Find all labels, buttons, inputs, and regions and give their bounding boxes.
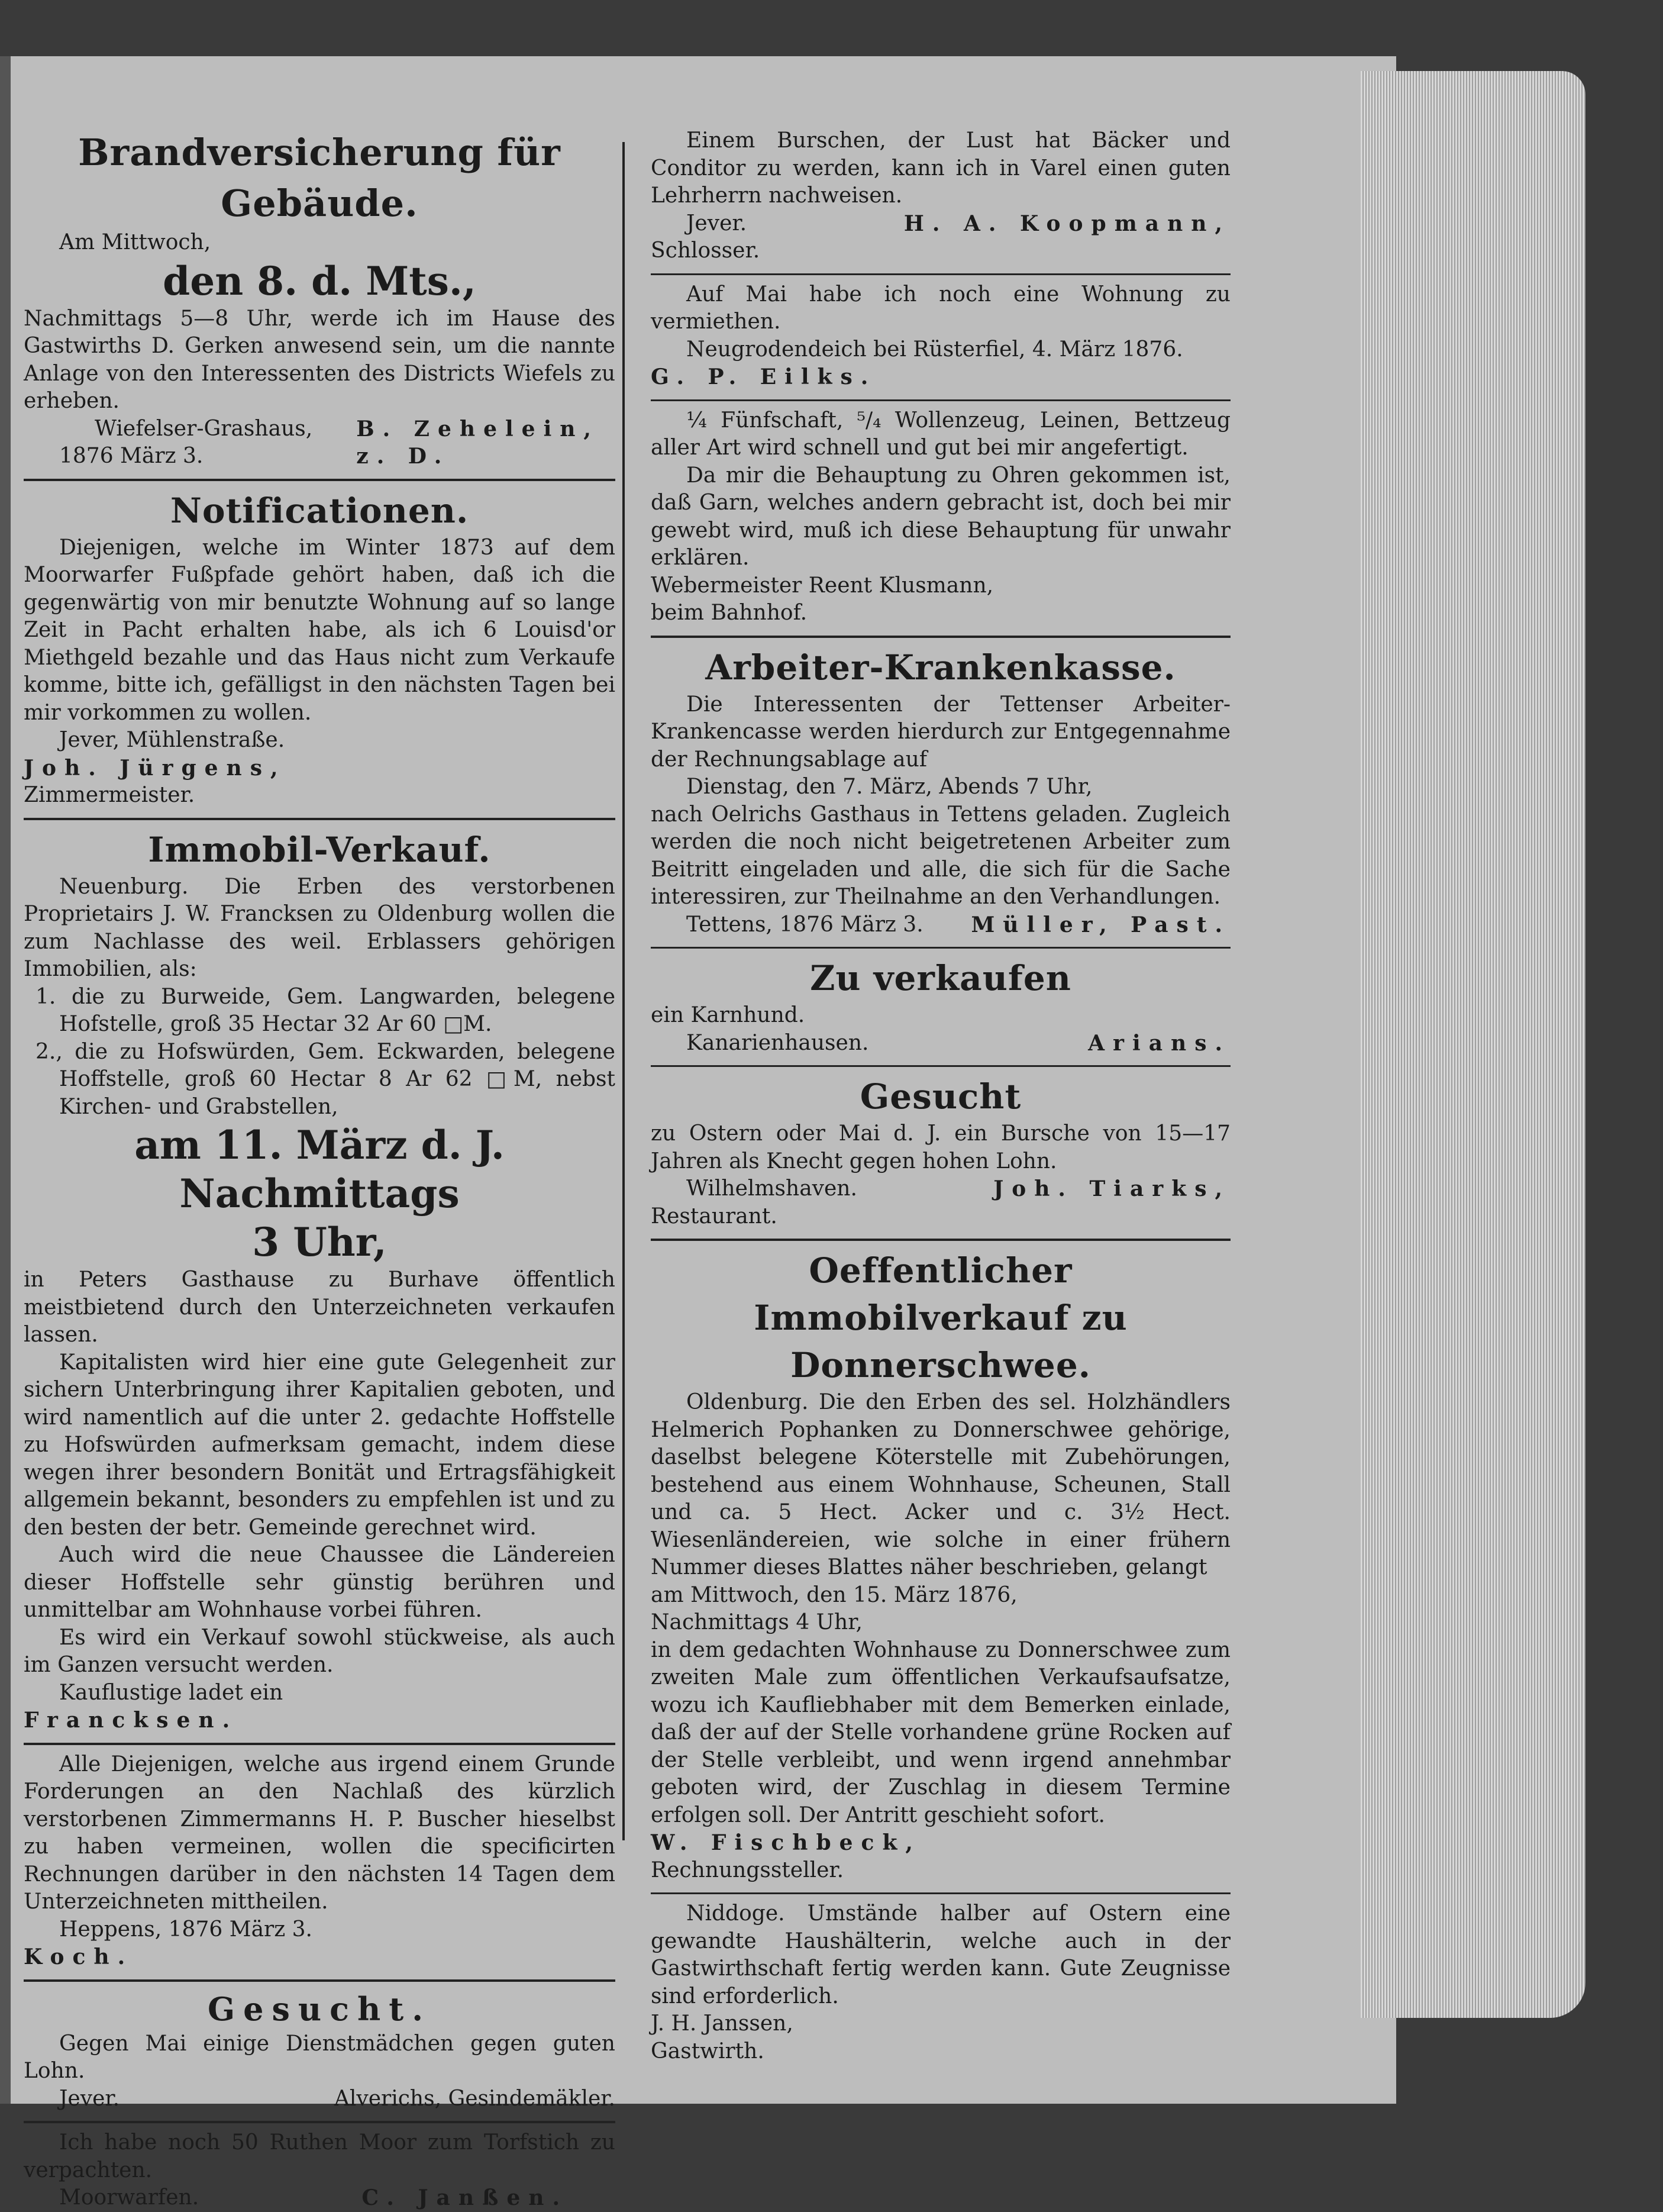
immo-body-4: Auch wird die neue Chaussee die Ländereien dieser Hoffstelle sehr günstig berühren und unmittelbar am Wohnhause vorbei führen.	[24, 1543, 615, 1622]
ges2-signature-line	[651, 1175, 1231, 1203]
immo-date-line-2: 3 Uhr,	[252, 1219, 387, 1265]
brand-date: den 8. d. Mts.,	[163, 257, 476, 304]
nachlass-signature: Koch.	[24, 1945, 134, 1969]
wohnung-body: Auf Mai habe ich noch eine Wohnung zu vermiethen.	[651, 282, 1231, 334]
kasse-body: Die Interessenten der Tettenser Arbeiter-Krankencasse werden hierdurch zur Entgegennahme der Rechnungsablage auf	[651, 692, 1231, 772]
weber-signature-role: beim Bahnhof.	[651, 601, 808, 625]
nachlass-place: Heppens, 1876 März 3.	[59, 1917, 312, 1942]
binding-gutter	[0, 56, 11, 2104]
divider	[24, 2121, 615, 2123]
verk-body: ein Karnhund.	[651, 1003, 805, 1027]
oeff-date-2: Nachmittags 4 Uhr,	[651, 1610, 863, 1634]
moor-place: Moorwarfen.	[59, 2185, 199, 2210]
moor-signature-line	[24, 2184, 615, 2212]
divider	[651, 1065, 1231, 1067]
verk-signature-line	[651, 1030, 1231, 1057]
brand-body: Nachmittags 5—8 Uhr, werde ich im Hause des Gastwirths D. Gerken anwesend sein, um die nannte Anlage von den Interessenten des Districts Wiefels zu erheben.	[24, 306, 615, 413]
immo-body-5: Es wird ein Verkauf sowohl stückweise, als auch im Ganzen versucht werden.	[24, 1625, 615, 1677]
moor-body: Ich habe noch 50 Ruthen Moor zum Torfstich zu verpachten.	[24, 2130, 615, 2182]
divider	[651, 273, 1231, 275]
baecker-signature-line	[651, 210, 1231, 238]
gesucht-body: Gegen Mai einige Dienstmädchen gegen guten Lohn.	[24, 2031, 615, 2083]
weber-body-2: Da mir die Behauptung zu Ohren gekommen ist, daß Garn, welches andern gebracht ist, doch bei mir gewebt wird, muß ich diese Behauptung für unwahr erklären.	[651, 463, 1231, 570]
ges2-body: zu Ostern oder Mai d. J. ein Bursche von 15—17 Jahren als Knecht gegen hohen Lohn.	[651, 1121, 1231, 1173]
immo-body-3: Kapitalisten wird hier eine gute Gelegenheit zur sichern Unterbringung ihrer Kapitalien geboten, und wird namentlich auf die unter 2. gedachte Hoffstelle zu Hofswürden aufmerksam gemacht, indem diese wegen ihrer besondern Bonität und Ertragsfähigkeit allgemein bekannt, besonders zu empfehlen ist und zu den besten der betr. Gemeinde gerechnet wird.	[24, 1350, 615, 1540]
verk-title: Zu verkaufen	[810, 958, 1071, 998]
kasse-place: Tettens, 1876 März 3.	[686, 912, 923, 937]
ges2-place: Wilhelmshaven.	[686, 1176, 857, 1201]
immo-item-2: 2., die zu Hofswürden, Gem. Eckwarden, belegene Hoffstelle, groß 60 Hectar 8 Ar 62 □M, nebst Kirchen- und Grabstellen,	[35, 1039, 615, 1119]
niddoge-signature-role: Gastwirth.	[651, 2039, 764, 2063]
oeff-signature-role: Rechnungssteller.	[651, 1858, 844, 1882]
oeff-title-2: Donnerschwee.	[790, 1345, 1091, 1385]
notif-place: Jever, Mühlenstraße.	[59, 728, 285, 752]
divider	[651, 636, 1231, 638]
brand-place: Wiefelser-Grashaus, 1876 März 3.	[59, 416, 313, 468]
weber-body-1: ¼ Fünfschaft, ⁵/₄ Wollenzeug, Leinen, Bettzeug aller Art wird schnell und gut bei mir angefertigt.	[651, 408, 1231, 460]
divider	[651, 399, 1231, 401]
wohnung-signature: G. P. Eilks.	[651, 365, 877, 389]
moor-signature: C. Janßen.	[361, 2185, 568, 2210]
immo-title: Immobil-Verkauf.	[148, 829, 491, 870]
baecker-signature-role: Schlosser.	[651, 238, 760, 263]
immo-body: Neuenburg. Die Erben des verstorbenen Proprietairs J. W. Francksen zu Oldenburg wollen die zum Nachlasse des weil. Erblassers gehörigen Immobilien, als:	[24, 874, 615, 981]
immo-body-2: in Peters Gasthause zu Burhave öffentlich meistbietend durch den Unterzeichneten verkaufen lassen.	[24, 1268, 615, 1347]
page-stack-edge	[1361, 71, 1585, 2018]
niddoge-body: Niddoge. Umstände halber auf Ostern eine gewandte Haushälterin, welche auch in der Gastwirthschaft fertig werden kann. Gute Zeugnisse sind erforderlich.	[651, 1901, 1231, 2008]
weber-signature: Webermeister Reent Klusmann,	[651, 573, 994, 598]
kasse-title: Arbeiter-Krankenkasse.	[705, 647, 1176, 688]
column-divider	[622, 142, 625, 1840]
verk-signature: Arians.	[1088, 1030, 1231, 1056]
gesucht-signature: Alverichs, Gesindemäkler.	[334, 2086, 615, 2111]
notif-body: Diejenigen, welche im Winter 1873 auf dem Moorwarfer Fußpfade gehört haben, daß ich die gegenwärtig von mir benutzte Wohnung auf so lange Zeit in Pacht erhalten habe, als ich 6 Louisd'or Miethgeld bezahle und das Haus nicht zum Verkaufe komme, bitte ich, gefälligst in den nächsten Tagen bei mir vorkommen zu wollen.	[24, 535, 615, 725]
niddoge-signature: J. H. Janssen,	[651, 2011, 793, 2036]
verk-place: Kanarienhausen.	[686, 1030, 869, 1055]
baecker-signature: H. A. Koopmann,	[903, 211, 1231, 236]
notif-signature: Joh. Jürgens,	[24, 755, 286, 781]
oeff-date-1: am Mittwoch, den 15. März 1876,	[651, 1582, 1018, 1607]
notif-signature-role: Zimmermeister.	[24, 783, 195, 807]
ges2-signature-role: Restaurant.	[651, 1204, 777, 1228]
gesucht-title: Gesucht.	[207, 1989, 432, 2028]
divider	[24, 479, 615, 481]
right-column	[651, 127, 1231, 2065]
baecker-place: Jever.	[686, 211, 747, 236]
oeff-signature: W. Fischbeck,	[651, 1830, 921, 1855]
kasse-body-2: nach Oelrichs Gasthaus in Tettens geladen. Zugleich werden die noch nicht beigetretenen Arbeiter zum Beitritt eingeladen und alle, die sich für die Sache interessiren, zur Theilnahme an den Verhandlungen.	[651, 802, 1231, 909]
baecker-body: Einem Burschen, der Lust hat Bäcker und Conditor zu werden, kann ich in Varel einen guten Lehrherrn nachweisen.	[651, 128, 1231, 208]
brand-title: Brandversicherung für Gebäude.	[78, 131, 561, 225]
brand-day: Am Mittwoch,	[59, 230, 211, 254]
kasse-signature: Müller, Past.	[971, 912, 1231, 937]
gesucht-place: Jever.	[59, 2086, 120, 2111]
notif-title: Notificationen.	[170, 490, 469, 531]
immo-body-6: Kauflustige ladet ein	[59, 1680, 283, 1705]
brand-signature: B. Zehelein, z. D.	[356, 416, 599, 469]
divider	[651, 947, 1231, 949]
ges2-title: Gesucht	[860, 1076, 1022, 1117]
oeff-body-2: in dem gedachten Wohnhause zu Donnerschwee zum zweiten Male zum öffentlichen Verkaufsaufsatze, wozu ich Kaufliebhaber mit dem Bemerken einlade, daß der auf der Stelle vorhandene grüne Rocken auf der Stelle verbleibt, und wenn irgend annehmbar geboten wird, der Zuschlag in diesem Termine erfolgen soll. Der Antritt geschieht sofort.	[651, 1637, 1231, 1827]
divider	[24, 1979, 615, 1982]
divider	[651, 1892, 1231, 1894]
ges2-signature: Joh. Tiarks,	[993, 1176, 1231, 1201]
divider	[24, 1743, 615, 1745]
oeff-body: Oldenburg. Die den Erben des sel. Holzhändlers Helmerich Pophanken zu Donnerschwee gehörige, daselbst belegene Köterstelle mit Zubehörungen, bestehend aus einem Wohnhause, Scheunen, Stall und ca. 5 Hect. Acker und c. 3½ Hect. Wiesenländereien, wie solche in einer frühern Nummer dieses Blattes näher beschrieben, gelangt	[651, 1390, 1231, 1579]
divider	[651, 1239, 1231, 1241]
immo-signature: Francksen.	[24, 1708, 238, 1733]
divider	[24, 818, 615, 820]
immo-date-line-1: am 11. März d. J. Nachmittags	[134, 1122, 505, 1217]
brand-signature-line	[24, 415, 615, 470]
nachlass-body: Alle Diejenigen, welche aus irgend einem Grunde Forderungen an den Nachlaß des kürzlich verstorbenen Zimmermanns H. P. Buscher hieselbst zu haben vermeinen, wollen die specificirten Rechnungen darüber in den nächsten 14 Tagen dem Unterzeichneten mittheilen.	[24, 1752, 615, 1914]
wohnung-place: Neugrodendeich bei Rüsterfiel, 4. März 1876.	[686, 337, 1183, 362]
left-column	[24, 127, 615, 2212]
gesucht-signature-line	[24, 2085, 615, 2113]
immo-item-1: 1. die zu Burweide, Gem. Langwarden, belegene Hofstelle, groß 35 Hectar 32 Ar 60 □M.	[35, 984, 615, 1036]
kasse-signature-line	[651, 911, 1231, 939]
kasse-date: Dienstag, den 7. März, Abends 7 Uhr,	[686, 775, 1093, 799]
oeff-title-1: Oeffentlicher Immobilverkauf zu	[754, 1250, 1128, 1338]
